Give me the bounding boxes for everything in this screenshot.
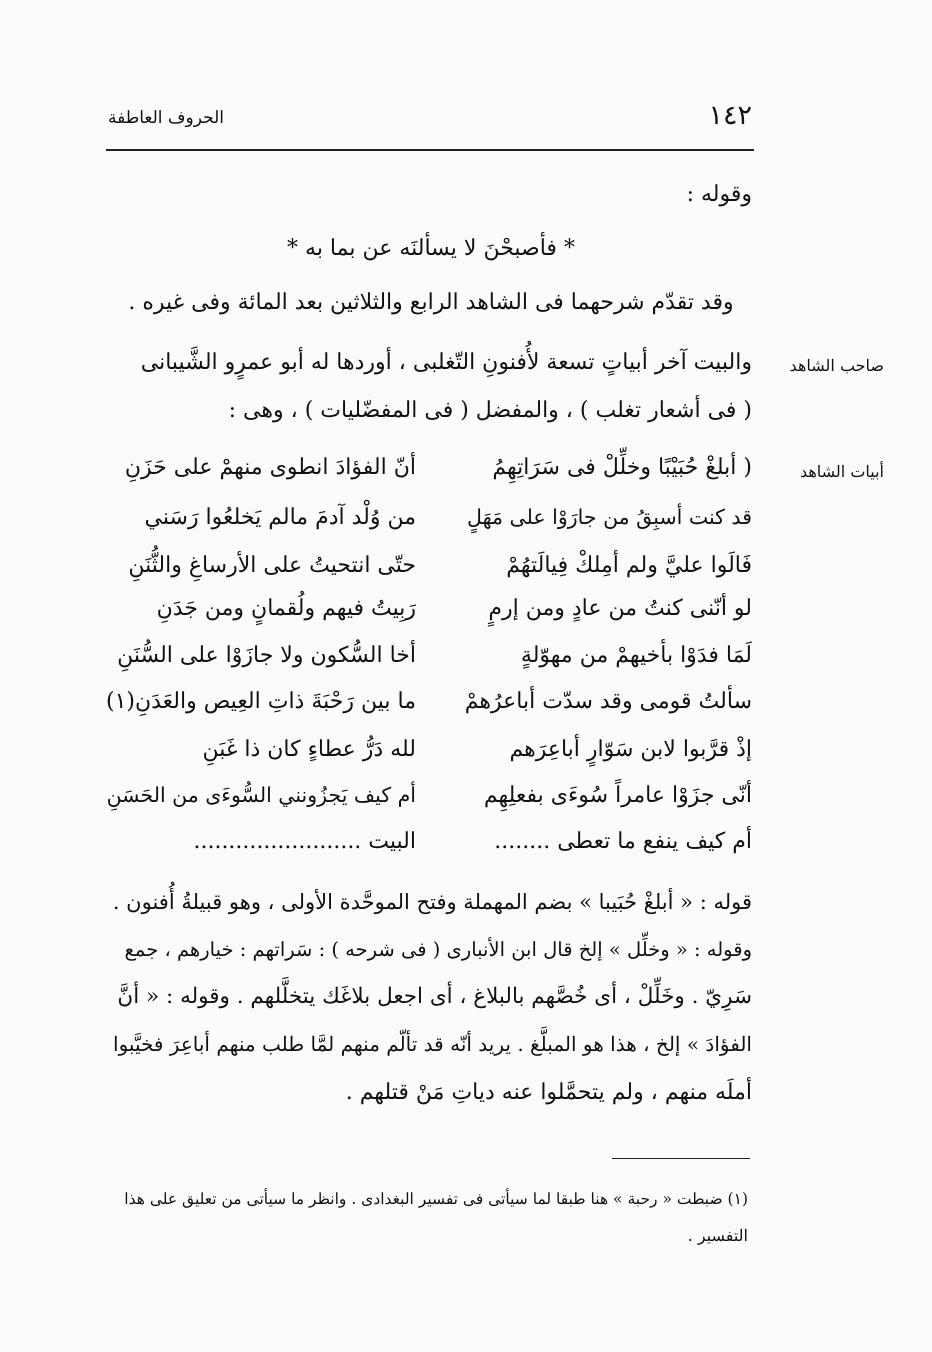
verse-second-hemistich: أم كيف يَجزُونني السُّوءَى من الحَسَنِ: [106, 783, 416, 807]
verse-first-hemistich: سألتُ قومى وقد سدّت أباعرُهمْ: [464, 689, 752, 714]
verse-second-hemistich: ما بين رَحْبَةَ ذاتِ العِيص والعَدَنِ(١): [105, 689, 416, 714]
running-title: الحروف العاطفة: [108, 108, 225, 128]
page-number: ١٤٢: [708, 100, 752, 131]
margin-note-poet: صاحب الشاهد: [789, 356, 884, 375]
footnote-line: التفسير .: [687, 1226, 748, 1245]
page-header: [108, 100, 752, 140]
footnote-line: (١) ضبطت « رحبة » هنا طبقا لما سيأتى فى تفسير البغدادى . وانظر ما سيأتى من تعليق على هذا: [124, 1190, 748, 1208]
verse-first-hemistich: ( أبلغْ حُبَيْبًا وخلِّلْ فى سَرَاتِهِمُ: [492, 455, 752, 480]
verse-first-hemistich: أم كيف ينفع ما تعطى ........: [494, 829, 752, 854]
commentary-line: الفؤادَ » إلخ ، هذا هو المبلَّغ . يريد أنّه قد تألّم منهم لمَّا طلب منهم أباعِرَ فخيَّبوا: [113, 1032, 752, 1056]
verse-second-hemistich: أخا السُّكون ولا جازَوْا على السُّنَنِ: [117, 643, 416, 668]
commentary-line: سَرِيّ . وخَلِّلْ ، أى خُصَّهم بالبلاغ ، أى اجعل بلاغَك يتخلَّلهم . وقوله : « أنَّ: [117, 984, 752, 1009]
verse-first-hemistich: إذْ قرَّبوا لابن سَوّارٍ أباعِرَهم: [509, 737, 752, 762]
body-line: ( فى أشعار تغلب ) ، والمفضل ( فى المفضّليات ) ، وهى :: [228, 398, 752, 423]
verse-first-hemistich: أنّى جزَوْا عامراً سُوءَى بفعلِهِم: [483, 783, 752, 808]
verse-first-hemistich: فَالَوا عليَّ ولم أمِلكْ فِيالَتهُمْ: [506, 553, 752, 578]
margin-note-verses: أبيات الشاهد: [799, 462, 884, 481]
verse-second-hemistich: لله دَرُّ عطاءٍ كان ذا غَبَنِ: [202, 737, 416, 762]
verse-second-hemistich: رَبِيتُ فيهم ولُقمانٍ ومن جَدَنِ: [156, 596, 416, 621]
verse-second-hemistich: البيت ........................: [193, 829, 416, 854]
header-rule: [106, 149, 754, 151]
intro-label: وقوله :: [686, 182, 752, 207]
quoted-hemistich: * فأصبحْنَ لا يسألنَه عن بما به *: [287, 236, 575, 261]
body-line: وقد تقدّم شرحهما فى الشاهد الرابع والثلاثين بعد المائة وفى غيره .: [128, 290, 734, 315]
verse-first-hemistich: لو أنّنى كنتُ من عادٍ ومن إرمٍ: [488, 596, 752, 621]
footnote-rule: [612, 1158, 750, 1159]
verse-second-hemistich: حتّى انتحيتُ على الأرساغِ والثُّنَنِ: [128, 553, 416, 578]
verse-second-hemistich: من وُلْد آدمَ مالم يَخلعُوا رَسَني: [144, 505, 416, 530]
commentary-line: قوله : « أبلغْ حُبَيبا » بضم المهملة وفتح الموحَّدة الأولى ، وهو قبيلةُ أُفنون .: [112, 890, 752, 914]
commentary-line: أملَه منهم ، ولم يتحمَّلوا عنه دياتِ مَنْ قتلهم .: [345, 1080, 752, 1105]
commentary-line: وقوله : « وخلِّل » إلخ قال ابن الأنبارى ( فى شرحه ) : سَراتهم : خيارهم ، جمع: [124, 938, 752, 961]
body-line: والبيت آخر أبياتٍ تسعة لأُفنونِ التّغلبى ، أوردها له أبو عمرٍو الشَّيبانى: [140, 350, 752, 375]
verse-second-hemistich: أنّ الفؤادَ انطوى منهمْ على حَزَنِ: [124, 455, 416, 480]
verse-first-hemistich: لَمَا فدَوْا بأخيهمْ من مهوّلةٍ: [520, 643, 752, 668]
verse-first-hemistich: قد كنت أسبِقُ من جارَوْا على مَهَلٍ: [467, 505, 752, 529]
